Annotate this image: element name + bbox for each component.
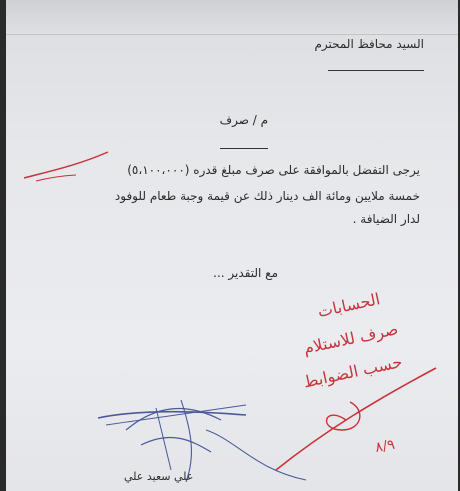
- body-line-1: يرجى التفضل بالموافقة على صرف مبلغ قدره (٥،١٠٠،٠٠٠): [127, 163, 420, 177]
- letter-page: [6, 0, 458, 491]
- subject-line: م / صرف: [219, 113, 268, 127]
- closing-regards: مع التقدير ...: [213, 266, 278, 280]
- amount-underline-mark: [24, 152, 108, 178]
- red-signature-loop: [327, 402, 360, 430]
- handwritten-note: [288, 287, 407, 392]
- amount-tick-mark: [36, 175, 76, 181]
- note-line-1: الحسابات: [315, 289, 382, 322]
- red-signature-stroke: [276, 368, 436, 470]
- note-line-3: حسب الضوابط: [301, 352, 404, 392]
- signatory-name: علي سعيد علي: [124, 470, 194, 483]
- note-date: ٨/٩: [373, 436, 397, 456]
- note-line-2: صرف للاستلام: [301, 319, 400, 358]
- addressee-line: السيد محافظ المحترم: [314, 37, 424, 51]
- body-line-2: خمسة ملايين ومائة الف دينار ذلك عن قيمة وجبة طعام للوفود: [114, 189, 420, 203]
- blue-signature: [98, 400, 306, 482]
- ink-overlay: [6, 0, 458, 491]
- body-line-3: لدار الضيافة .: [352, 212, 420, 226]
